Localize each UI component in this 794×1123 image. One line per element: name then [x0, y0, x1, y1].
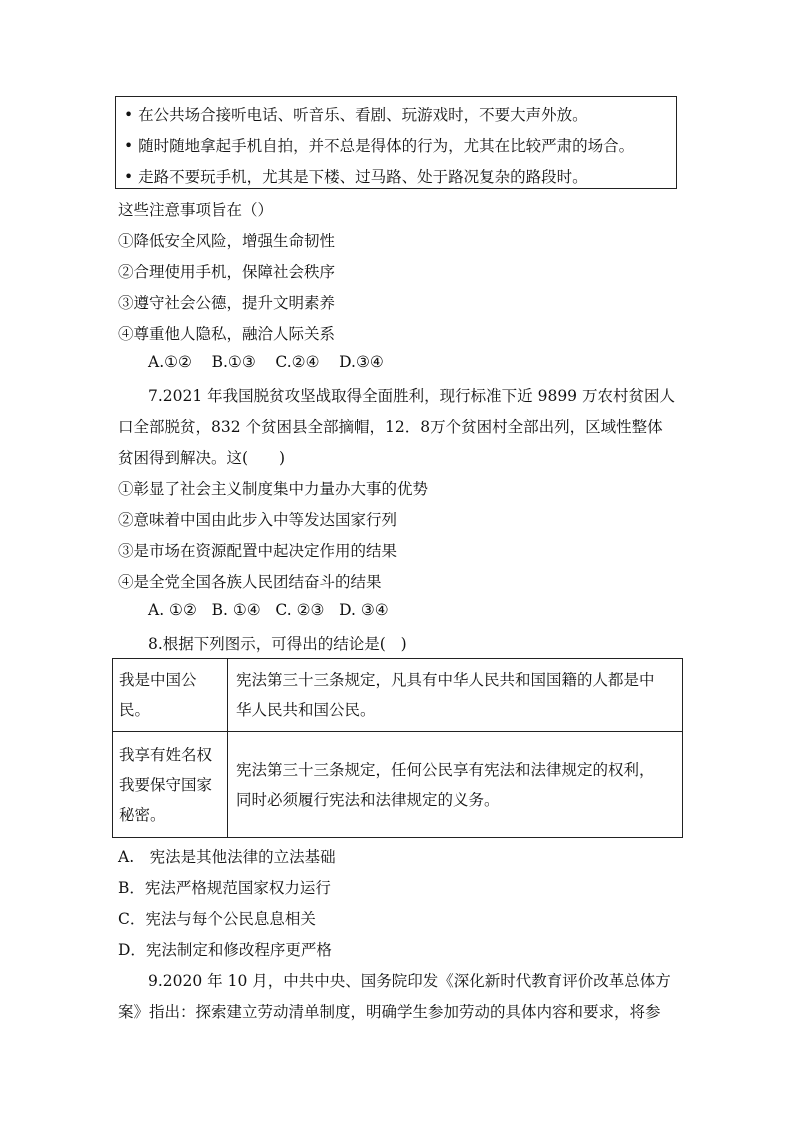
- q6-stem: 这些注意事项旨在（）: [118, 201, 274, 219]
- q8-cell-line: 宪法第三十三条规定，凡具有中华人民共和国国籍的人都是中: [236, 671, 655, 689]
- q7-option: ④是全党全国各族人民团结奋斗的结果: [118, 573, 382, 591]
- q8-cell-line: 我要保守国家: [119, 775, 213, 794]
- q8-cell-line: 华人民共和国公民。: [236, 701, 376, 719]
- q7-stem-line: 7.2021 年我国脱贫攻坚战取得全面胜利，现行标准下近 9899 万农村贫困人: [148, 387, 675, 405]
- q7-option: ②意味着中国由此步入中等发达国家行列: [118, 511, 398, 529]
- q7-option: ③是市场在资源配置中起决定作用的结果: [118, 542, 398, 560]
- q8-option: C．宪法与每个公民息息相关: [118, 910, 316, 928]
- q8-option: D．宪法制定和修改程序更严格: [118, 941, 332, 959]
- notice-line: • 随时随地拿起手机自拍，并不总是得体的行为，尤其在比较严肃的场合。: [124, 137, 635, 155]
- q6-choices: A.①② B.①③ C.②④ D.③④: [148, 353, 384, 371]
- q8-cell-line: 宪法第三十三条规定，任何公民享有宪法和法律规定的权利，: [236, 760, 655, 779]
- q8-cell-statement: [113, 732, 228, 838]
- q7-stem-line: 口全部脱贫，832 个贫困县全部摘帽，12．8万个贫困村全部出列，区域性整体: [118, 418, 663, 436]
- q8-stem: 8.根据下列图示，可得出的结论是( ): [148, 635, 407, 653]
- q9-stem-line: 9.2020 年 10 月，中共中央、国务院印发《深化新时代教育评价改革总体方: [148, 972, 671, 990]
- q8-cell-law: [228, 659, 683, 732]
- q8-cell-line: 同时必须履行宪法和法律规定的义务。: [236, 790, 500, 809]
- notice-line: • 在公共场合接听电话、听音乐、看剧、玩游戏时，不要大声外放。: [124, 106, 588, 124]
- q8-option: B．宪法严格规范国家权力运行: [118, 879, 331, 897]
- q9-stem-line: 案》指出：探索建立劳动清单制度，明确学生参加劳动的具体内容和要求，将参: [118, 1003, 661, 1021]
- q8-table-row: [113, 659, 683, 732]
- q6-option: ③遵守社会公德，提升文明素养: [118, 294, 336, 312]
- q8-cell-statement: [113, 659, 228, 732]
- q7-stem-line: 贫困得到解决。这( ): [118, 449, 286, 467]
- q8-option: A. 宪法是其他法律的立法基础: [118, 848, 336, 866]
- q6-option: ①降低安全风险，增强生命韧性: [118, 232, 336, 250]
- q8-table: [112, 658, 683, 838]
- notice-line: • 走路不要玩手机，尤其是下楼、过马路、处于路况复杂的路段时。: [124, 168, 588, 186]
- q8-cell-line: 我是中国公民。: [119, 671, 197, 719]
- notice-box: [115, 96, 677, 189]
- q7-option: ①彰显了社会主义制度集中力量办大事的优势: [118, 480, 429, 498]
- q8-table-row: [113, 732, 683, 838]
- q8-cell-line: 我享有姓名权: [119, 745, 213, 764]
- q6-option: ④尊重他人隐私，融洽人际关系: [118, 325, 336, 343]
- q7-choices: A. ①② B. ①④ C. ②③ D. ③④: [148, 601, 389, 619]
- q8-cell-law: [228, 732, 683, 838]
- q8-cell-line: 秘密。: [119, 805, 166, 824]
- q6-option: ②合理使用手机，保障社会秩序: [118, 263, 336, 281]
